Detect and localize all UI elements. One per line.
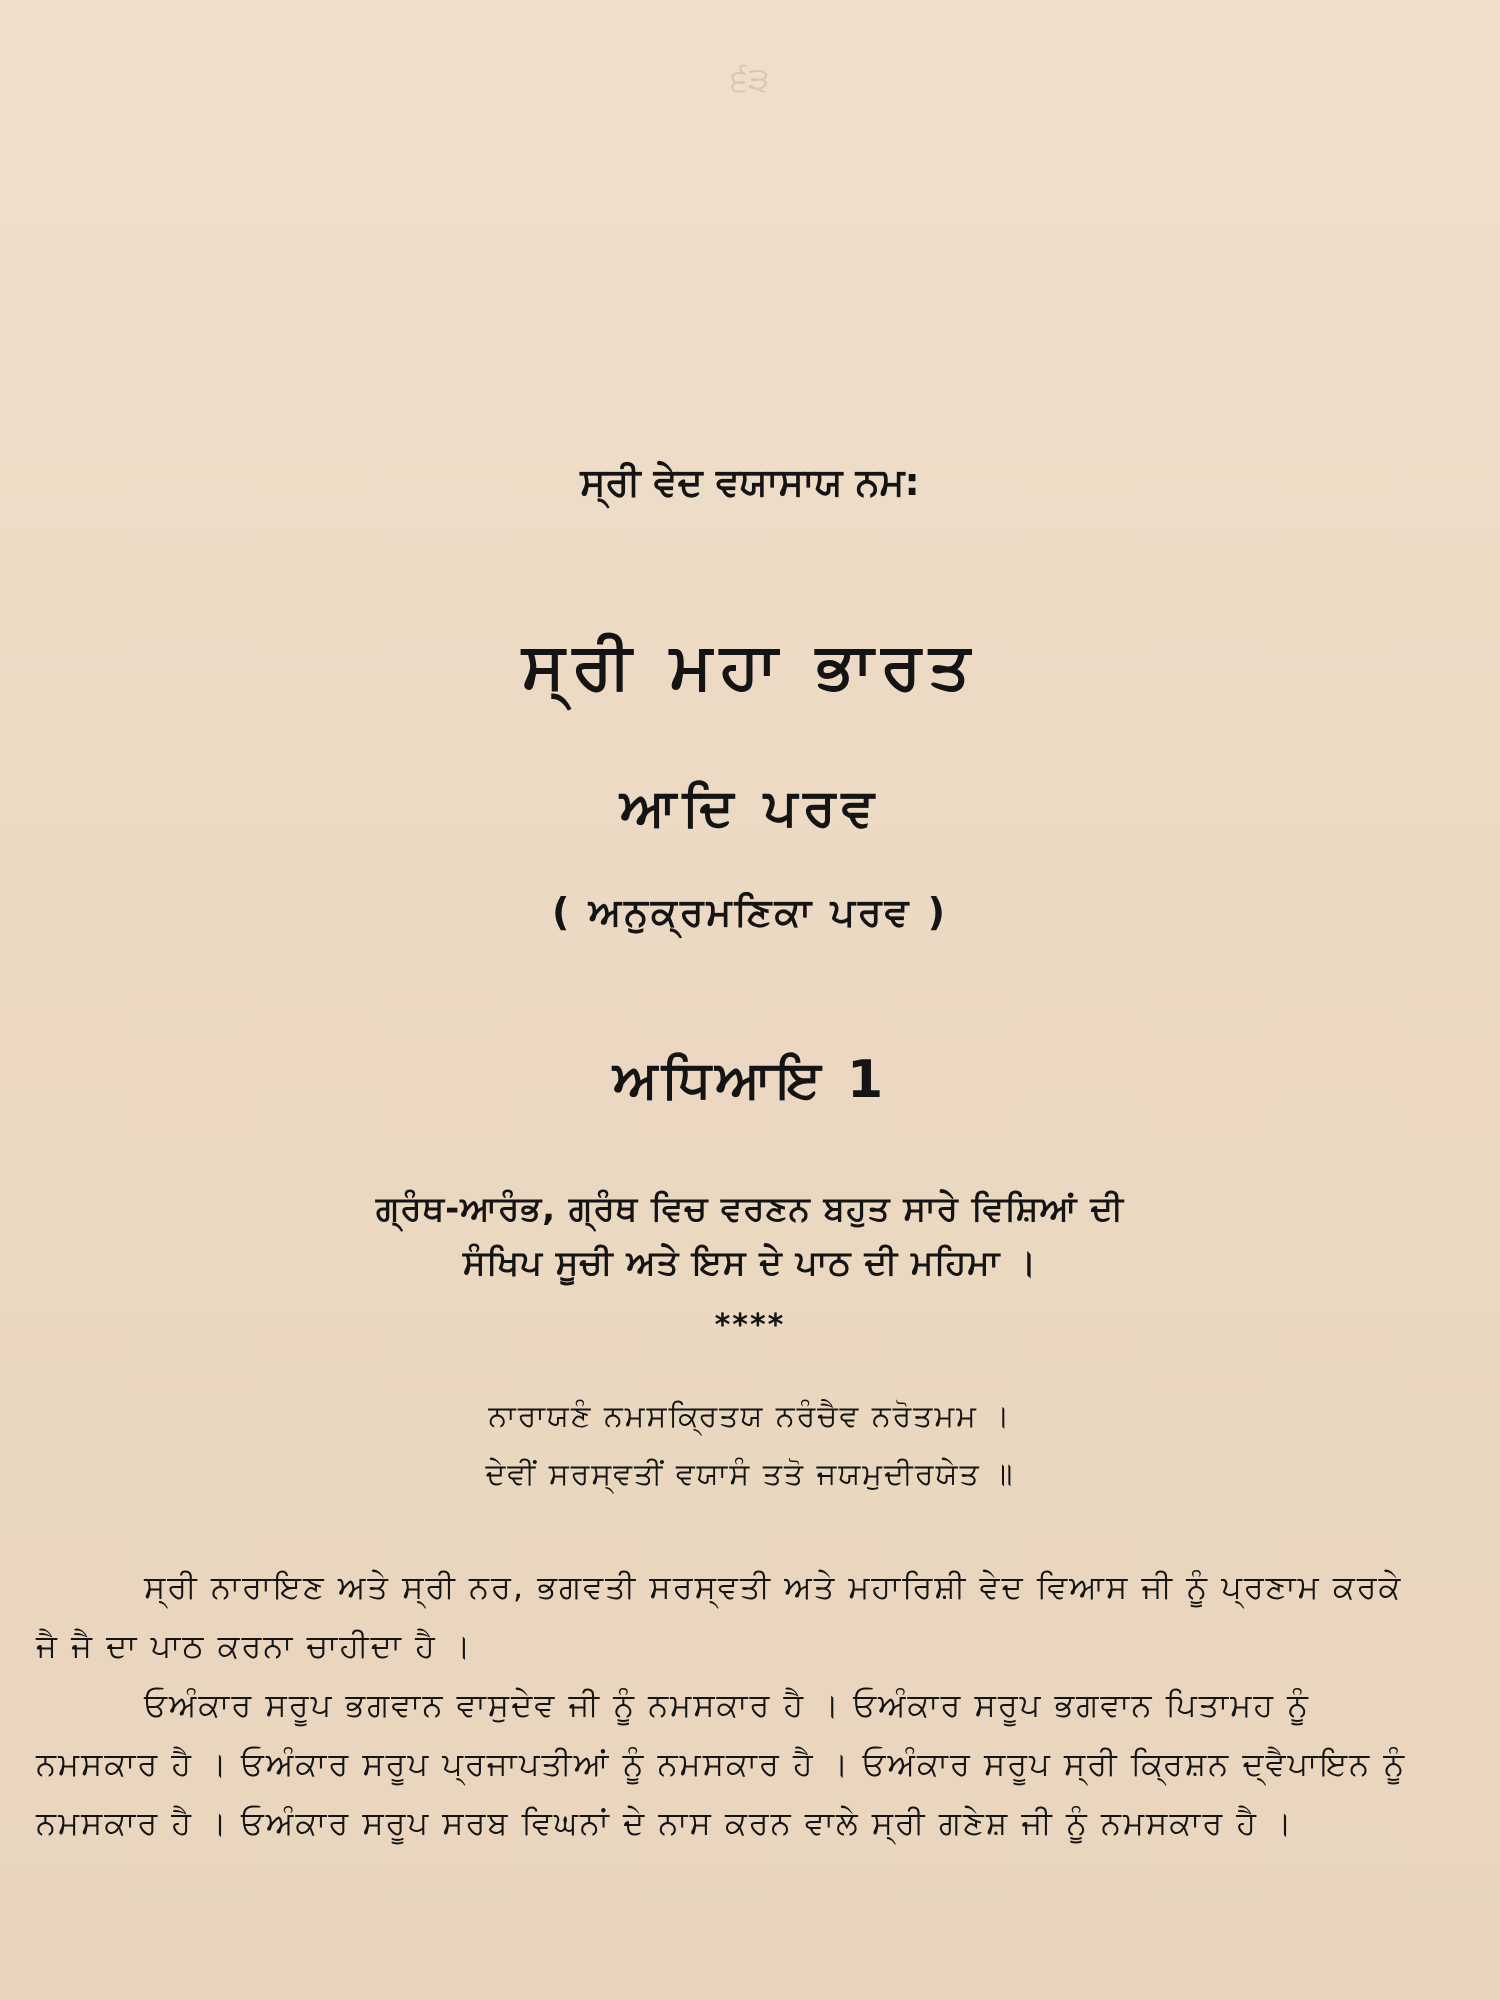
shloka-line: ਦੇਵੀਂ ਸਰਸ੍ਵਤੀਂ ਵਯਾਸੰ ਤਤੋ ਜਯਮੁਦੀਰਯੇਤ ॥ [485, 1457, 1015, 1492]
chapter-heading: ਅਧਿਆਇ 1 [612, 1050, 888, 1110]
summary-line: ਗ੍ਰੰਥ-ਆਰੰਭ, ਗ੍ਰੰਥ ਵਿਚ ਵਰਣਨ ਬਹੁਤ ਸਾਰੇ ਵਿਸ਼ਿਆਂ ਦੀ [375, 1189, 1125, 1229]
sanskrit-shloka [0, 1388, 1500, 1504]
paragraph: ਸ੍ਰੀ ਨਾਰਾਇਣ ਅਤੇ ਸ੍ਰੀ ਨਰ, ਭਗਵਤੀ ਸਰਸ੍ਵਤੀ ਅਤੇ ਮਹਾਰਿਸ਼ੀ ਵੇਦ ਵਿਆਸ ਜੀ ਨੂੰ ਪ੍ਰਣਾਮ ਕਰਕੇ ਜੈ ਜੈ ਦਾ ਪਾਠ ਕਰਨਾ ਚਾਹੀਦਾ ਹੈ । [36, 1568, 1403, 1665]
page-number: ੬੩ [730, 60, 770, 100]
parva-title: ਆਦਿ ਪਰਵ [619, 778, 881, 838]
separator-stars: **** [714, 1308, 786, 1343]
shloka-line: ਨਾਰਾਯਣੰ ਨਮਸਕ੍ਰਿਤਯ ਨਰੰਚੈਵ ਨਰੋਤਮਮ । [488, 1399, 1012, 1434]
section-title: ( ਅਨੁਕ੍ਰਮਣਿਕਾ ਪਰਵ ) [552, 890, 948, 934]
invocation-heading: ਸ੍ਰੀ ਵੇਦ ਵਯਾਸਾਯ ਨਮ: [580, 460, 920, 504]
body-text [36, 1558, 1410, 1853]
chapter-summary [0, 1182, 1500, 1290]
summary-line: ਸੰਖਿਪ ਸੂਚੀ ਅਤੇ ਇਸ ਦੇ ਪਾਠ ਦੀ ਮਹਿਮਾ । [462, 1243, 1038, 1283]
paragraph: ਓਅੰਕਾਰ ਸਰੂਪ ਭਗਵਾਨ ਵਾਸੁਦੇਵ ਜੀ ਨੂੰ ਨਮਸਕਾਰ ਹੈ । ਓਅੰਕਾਰ ਸਰੂਪ ਭਗਵਾਨ ਪਿਤਾਮਹ ਨੂੰ ਨਮਸਕਾਰ ਹੈ । ਓਅੰਕਾਰ ਸਰੂਪ ਪ੍ਰਜਾਪਤੀਆਂ ਨੂੰ ਨਮਸਕਾਰ ਹੈ । ਓਅੰਕਾਰ ਸਰੂਪ ਸ੍ਰੀ ਕ੍ਰਿਸ਼ਨ ਦ੍ਵੈਪਾਇਨ ਨੂੰ ਨਮਸਕਾਰ ਹੈ । ਓਅੰਕਾਰ ਸਰੂਪ ਸਰਬ ਵਿਘਨਾਂ ਦੇ ਨਾਸ ਕਰਨ ਵਾਲੇ ਸ੍ਰੀ ਗਣੇਸ਼ ਜੀ ਨੂੰ ਨਮਸਕਾਰ ਹੈ । [36, 1686, 1407, 1842]
book-title: ਸ੍ਰੀ ਮਹਾ ਭਾਰਤ [521, 630, 979, 704]
